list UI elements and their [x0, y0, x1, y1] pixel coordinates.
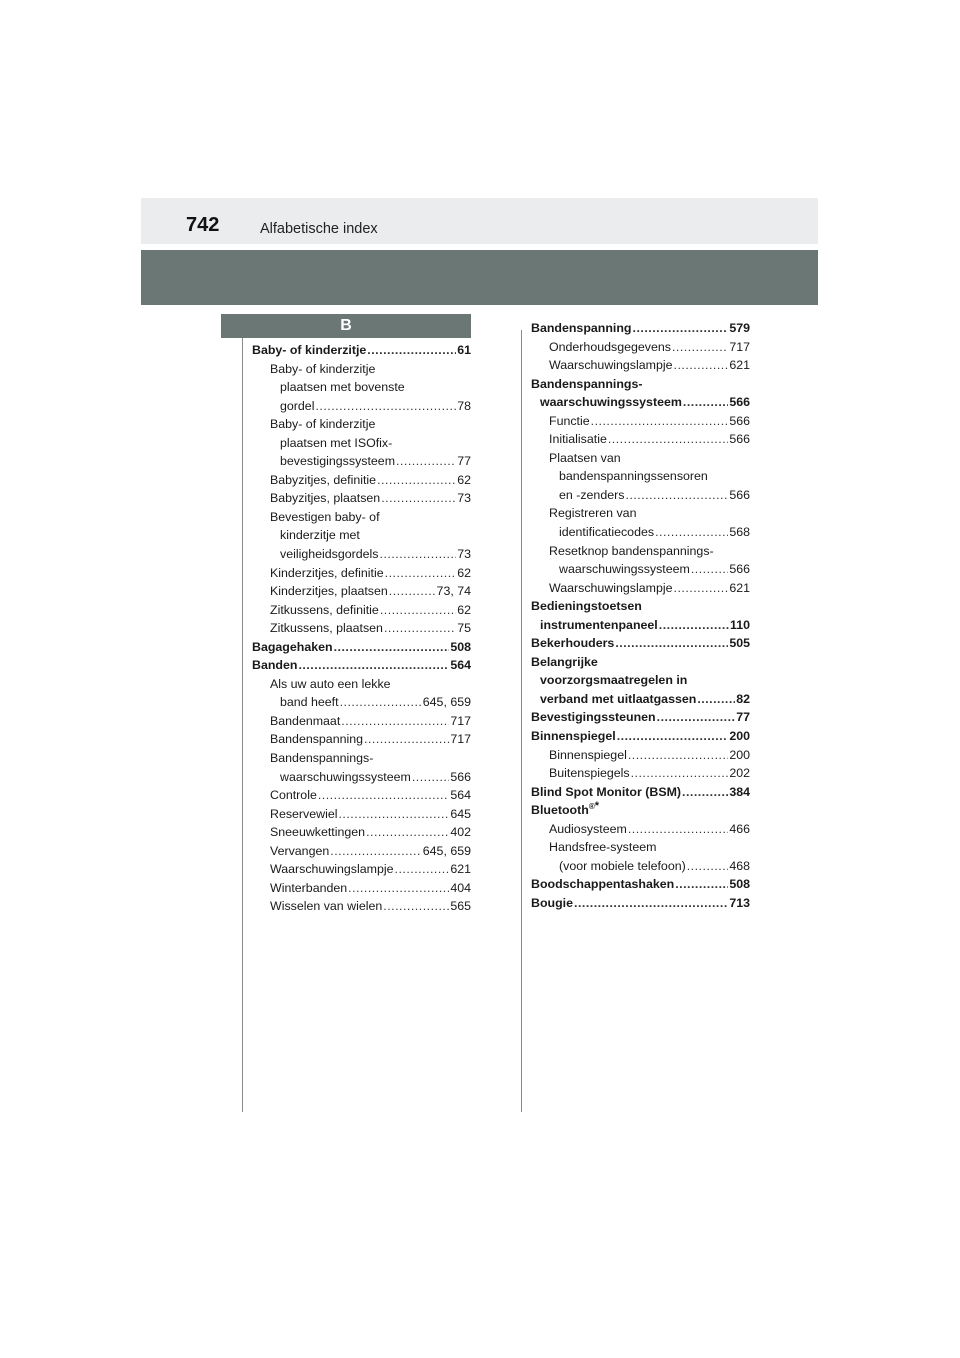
entry-text — [270, 489, 380, 508]
index-subentry — [252, 768, 471, 787]
index-subentry — [531, 449, 750, 468]
dot-leader — [657, 708, 736, 727]
index-subentry — [252, 526, 471, 545]
page-reference: 77 — [457, 454, 471, 469]
entry-label: Bandenmaat — [270, 713, 341, 728]
entry-label: Baby- of kinderzitje — [270, 361, 376, 376]
dot-leader — [367, 341, 456, 360]
entry-label: kinderzitje met — [280, 528, 360, 543]
page-reference: 564 — [450, 658, 471, 673]
entry-label: Bedieningstoetsen — [531, 599, 642, 614]
dot-leader — [366, 823, 449, 842]
entry-text — [531, 783, 681, 802]
entry-text — [531, 727, 616, 746]
dot-leader — [672, 338, 728, 357]
dot-leader — [687, 857, 729, 876]
entry-label: Vervangen — [270, 843, 330, 858]
entry-label: Als uw auto een lekke — [270, 676, 391, 691]
entry-text — [280, 452, 395, 471]
dot-leader — [384, 619, 456, 638]
dot-leader — [682, 783, 728, 802]
index-column-2 — [531, 319, 750, 913]
index-entry — [531, 616, 750, 635]
dot-leader — [389, 582, 436, 601]
entry-text — [549, 504, 636, 523]
dot-leader — [385, 564, 457, 583]
index-subentry — [252, 693, 471, 712]
entry-text — [270, 860, 394, 879]
entry-text — [540, 616, 658, 635]
entry-label: Controle — [270, 788, 317, 803]
entry-text — [531, 894, 573, 913]
entry-label: Binnenspiegel — [549, 747, 627, 762]
index-subentry — [531, 746, 750, 765]
page-reference: 404 — [450, 880, 471, 895]
entry-text — [270, 471, 376, 490]
entry-text — [549, 764, 630, 783]
entry-text — [531, 634, 614, 653]
entry-text — [280, 434, 392, 453]
index-subentry — [531, 412, 750, 431]
entry-label: Bluetooth — [531, 803, 589, 818]
entry-text — [549, 579, 673, 598]
dot-leader — [697, 690, 735, 709]
page-reference: 78 — [457, 398, 471, 413]
entry-text — [531, 375, 643, 394]
dot-leader — [674, 579, 729, 598]
entry-label: bandenspanningssensoren — [559, 469, 708, 484]
dot-leader — [683, 393, 728, 412]
entry-label: Buitenspiegels — [549, 766, 630, 781]
entry-label: Zitkussens, definitie — [270, 602, 379, 617]
index-entry — [531, 708, 750, 727]
index-subentry — [252, 730, 471, 749]
dot-leader — [608, 430, 728, 449]
entry-text — [270, 582, 388, 601]
page-reference: 645, 659 — [422, 843, 471, 858]
page-reference: 73 — [457, 547, 471, 562]
entry-text — [531, 875, 674, 894]
dot-leader — [628, 820, 728, 839]
entry-text — [270, 619, 383, 638]
entry-text — [270, 897, 382, 916]
entry-text — [252, 341, 366, 360]
entry-label: Belangrijke — [531, 654, 598, 669]
index-subentry — [252, 619, 471, 638]
dot-leader — [674, 356, 729, 375]
entry-label: Babyzitjes, definitie — [270, 472, 377, 487]
entry-text — [549, 820, 627, 839]
index-subentry — [252, 489, 471, 508]
page-reference: 466 — [729, 821, 750, 836]
index-subentry — [531, 560, 750, 579]
page-reference: 508 — [729, 877, 750, 892]
index-entry — [531, 319, 750, 338]
entry-text — [270, 675, 391, 694]
entry-label: verband met uitlaatgassen — [540, 691, 697, 706]
index-entry — [531, 634, 750, 653]
dot-leader — [334, 638, 450, 657]
entry-label: Bougie — [531, 895, 573, 910]
entry-label: Bandenspanning — [270, 732, 364, 747]
index-subentry — [531, 356, 750, 375]
section-band — [141, 250, 818, 305]
index-subentry — [252, 601, 471, 620]
entry-text — [270, 879, 347, 898]
entry-label: (voor mobiele telefoon) — [559, 858, 686, 873]
dot-leader — [655, 523, 728, 542]
page-reference: 621 — [729, 580, 750, 595]
index-subentry — [252, 805, 471, 824]
entry-text — [540, 690, 696, 709]
entry-label: Bekerhouders — [531, 636, 615, 651]
page-reference: 645, 659 — [422, 695, 471, 710]
entry-text — [559, 857, 686, 876]
entry-text — [531, 653, 598, 672]
entry-label: plaatsen met ISOfix- — [280, 435, 393, 450]
index-subentry — [531, 579, 750, 598]
dot-leader — [341, 712, 449, 731]
entry-text — [252, 638, 333, 657]
page-reference: 621 — [450, 862, 471, 877]
index-subentry — [531, 338, 750, 357]
entry-text — [531, 597, 642, 616]
index-subentry — [531, 542, 750, 561]
index-subentry — [252, 378, 471, 397]
entry-text — [270, 564, 384, 583]
entry-label: Banden — [252, 658, 298, 673]
entry-text — [549, 746, 627, 765]
entry-label: Initialisatie — [549, 432, 607, 447]
entry-label: Plaatsen van — [549, 450, 621, 465]
index-entry — [252, 638, 471, 657]
dot-leader — [591, 412, 729, 431]
dot-leader — [348, 879, 449, 898]
index-subentry — [531, 486, 750, 505]
page-reference: 566 — [729, 432, 750, 447]
dot-leader — [380, 601, 456, 620]
entry-text — [280, 545, 379, 564]
dot-leader — [628, 746, 728, 765]
dot-leader — [381, 489, 456, 508]
index-entry — [531, 727, 750, 746]
index-subentry — [531, 857, 750, 876]
index-subentry — [252, 675, 471, 694]
page-reference: 564 — [450, 788, 471, 803]
index-entry — [531, 375, 750, 394]
entry-text — [549, 356, 673, 375]
page-reference: 713 — [729, 895, 750, 910]
index-entry — [252, 656, 471, 675]
entry-label: Boodschappentashaken — [531, 877, 675, 892]
page-reference: 468 — [729, 858, 750, 873]
entry-text — [270, 508, 380, 527]
entry-label: Resetknop bandenspannings- — [549, 543, 714, 558]
entry-text — [531, 801, 599, 820]
index-subentry — [252, 397, 471, 416]
registered-mark: ® — [588, 802, 595, 812]
section-letter: B — [221, 314, 471, 338]
page-reference: 505 — [729, 636, 750, 651]
entry-text — [559, 560, 690, 579]
entry-text — [280, 693, 339, 712]
page-reference: 402 — [450, 825, 471, 840]
entry-text — [549, 838, 656, 857]
page-reference: 200 — [729, 729, 750, 744]
entry-label: Audiosysteem — [549, 821, 627, 836]
index-entry — [531, 894, 750, 913]
index-entry — [252, 341, 471, 360]
entry-label: Baby- of kinderzitje — [270, 417, 376, 432]
entry-text — [280, 397, 314, 416]
entry-text — [549, 412, 590, 431]
page-reference: 621 — [729, 358, 750, 373]
page-reference: 82 — [736, 691, 750, 706]
entry-label: Bagagehaken — [252, 639, 333, 654]
dot-leader — [330, 842, 422, 861]
dot-leader — [395, 860, 450, 879]
page-heading: Alfabetische index — [260, 221, 378, 237]
dot-leader — [315, 397, 456, 416]
dot-leader — [412, 768, 449, 787]
entry-text — [540, 671, 687, 690]
index-subentry — [531, 430, 750, 449]
entry-text — [549, 430, 607, 449]
entry-text — [270, 749, 373, 768]
page-reference: 75 — [457, 621, 471, 636]
index-subentry — [252, 749, 471, 768]
dot-leader — [340, 693, 422, 712]
entry-text — [549, 338, 671, 357]
dot-leader — [625, 486, 728, 505]
dot-leader — [615, 634, 728, 653]
index-subentry — [252, 860, 471, 879]
entry-label: waarschuwingssysteem — [540, 395, 682, 410]
index-entry — [531, 801, 750, 820]
dot-leader — [574, 894, 728, 913]
page-reference: 62 — [457, 472, 471, 487]
page-reference: 61 — [457, 343, 471, 357]
entry-label: gordel — [280, 398, 315, 413]
entry-label: Bandenspannings- — [270, 751, 374, 766]
entry-text — [280, 378, 405, 397]
index-subentry — [252, 897, 471, 916]
entry-text — [549, 542, 714, 561]
entry-label: Binnenspiegel — [531, 729, 616, 744]
entry-text — [252, 656, 297, 675]
entry-label: waarschuwingssysteem — [280, 769, 411, 784]
entry-label: Onderhoudsgegevens — [549, 339, 671, 354]
dot-leader — [691, 560, 728, 579]
dot-leader — [377, 471, 456, 490]
entry-label: Winterbanden — [270, 880, 348, 895]
entry-label: Bandenspannings- — [531, 376, 643, 391]
entry-label: Registreren van — [549, 506, 637, 521]
index-subentry — [252, 471, 471, 490]
entry-label: instrumentenpaneel — [540, 617, 658, 632]
page-reference: 717 — [450, 732, 471, 747]
entry-label: plaatsen met bovenste — [280, 380, 405, 395]
index-subentry — [531, 467, 750, 486]
dot-leader — [380, 545, 457, 564]
index-subentry — [252, 879, 471, 898]
dot-leader — [617, 727, 729, 746]
page-reference: 77 — [736, 710, 750, 725]
entry-label: Wisselen van wielen — [270, 899, 383, 914]
index-entry — [531, 875, 750, 894]
page-reference: 717 — [450, 713, 471, 728]
page-reference: 566 — [729, 395, 750, 410]
page-reference: 384 — [729, 784, 750, 799]
page-reference: 566 — [729, 413, 750, 428]
index-subentry — [531, 820, 750, 839]
entry-label: waarschuwingssysteem — [559, 562, 690, 577]
entry-text — [270, 842, 329, 861]
entry-text — [559, 467, 708, 486]
index-subentry — [252, 582, 471, 601]
entry-label: band heeft — [280, 695, 339, 710]
dot-leader — [675, 875, 728, 894]
entry-text — [531, 319, 632, 338]
entry-label: Baby- of kinderzitje — [252, 343, 367, 357]
index-subentry — [252, 786, 471, 805]
index-subentry — [252, 452, 471, 471]
index-entry — [531, 393, 750, 412]
index-subentry — [252, 508, 471, 527]
entry-label: Reservewiel — [270, 806, 338, 821]
asterisk-mark: * — [594, 801, 599, 813]
index-subentry — [252, 712, 471, 731]
dot-leader — [396, 452, 456, 471]
page-reference: 566 — [450, 769, 471, 784]
page-reference: 62 — [457, 602, 471, 617]
entry-label: Babyzitjes, plaatsen — [270, 491, 381, 506]
page-reference: 73 — [457, 491, 471, 506]
entry-label: identificatiecodes — [559, 525, 655, 540]
index-subentry — [252, 823, 471, 842]
entry-label: Blind Spot Monitor (BSM) — [531, 784, 682, 799]
entry-text — [270, 805, 337, 824]
index-entry — [531, 690, 750, 709]
entry-label: Sneeuwkettingen — [270, 825, 366, 840]
entry-label: Waarschuwingslampje — [549, 358, 673, 373]
index-subentry — [252, 564, 471, 583]
entry-label: voorzorgsmaatregelen in — [540, 673, 688, 688]
entry-label: Bevestigingssteunen — [531, 710, 656, 725]
entry-label: Waarschuwingslampje — [549, 580, 673, 595]
page-reference: 508 — [450, 639, 471, 654]
dot-leader — [318, 786, 449, 805]
entry-text — [549, 449, 621, 468]
entry-text — [270, 786, 317, 805]
index-entry — [531, 783, 750, 802]
entry-text — [270, 360, 375, 379]
page-reference: 568 — [729, 525, 750, 540]
page-number: 742 — [186, 214, 220, 236]
index-entry — [531, 653, 750, 672]
index-subentry — [531, 523, 750, 542]
entry-label: Functie — [549, 413, 590, 428]
entry-label: Bevestigen baby- of — [270, 509, 380, 524]
index-entry — [531, 671, 750, 690]
index-subentry — [531, 838, 750, 857]
index-subentry — [252, 842, 471, 861]
index-entry — [531, 597, 750, 616]
page-reference: 565 — [450, 899, 471, 914]
entry-label: Kinderzitjes, plaatsen — [270, 584, 388, 599]
entry-label: Kinderzitjes, definitie — [270, 565, 384, 580]
page-reference: 73, 74 — [436, 584, 471, 599]
dot-leader — [383, 897, 449, 916]
entry-text — [270, 823, 365, 842]
column-rule-middle — [521, 330, 522, 1112]
entry-text — [270, 730, 363, 749]
entry-text — [270, 712, 340, 731]
page-reference: 566 — [729, 562, 750, 577]
dot-leader — [659, 616, 729, 635]
dot-leader — [298, 656, 449, 675]
entry-label: bevestigingssysteem — [280, 454, 396, 469]
entry-label: Waarschuwingslampje — [270, 862, 394, 877]
index-column-1 — [252, 341, 471, 916]
entry-label: Zitkussens, plaatsen — [270, 621, 383, 636]
entry-text — [280, 768, 411, 787]
header-band — [141, 198, 818, 244]
index-subentry — [252, 545, 471, 564]
page-reference: 110 — [730, 617, 750, 632]
entry-text — [559, 486, 624, 505]
page-reference: 579 — [729, 321, 750, 335]
entry-label: Bandenspanning — [531, 321, 632, 335]
entry-label: veiligheidsgordels — [280, 547, 379, 562]
entry-text — [540, 393, 682, 412]
entry-text — [280, 526, 360, 545]
index-subentry — [252, 434, 471, 453]
page-reference: 202 — [729, 766, 750, 781]
page-reference: 717 — [729, 339, 750, 354]
entry-label: en -zenders — [559, 487, 625, 502]
dot-leader — [631, 764, 729, 783]
entry-text — [270, 415, 375, 434]
page-reference: 566 — [729, 487, 750, 502]
page-reference: 62 — [457, 565, 471, 580]
index-subentry — [531, 764, 750, 783]
column-rule-left — [242, 330, 243, 1112]
index-subentry — [531, 504, 750, 523]
dot-leader — [633, 319, 729, 338]
index-subentry — [252, 360, 471, 379]
entry-text — [559, 523, 654, 542]
page-reference: 645 — [450, 806, 471, 821]
dot-leader — [364, 730, 449, 749]
dot-leader — [338, 805, 449, 824]
page-reference: 200 — [729, 747, 750, 762]
index-subentry — [252, 415, 471, 434]
entry-text — [531, 708, 656, 727]
entry-text — [270, 601, 379, 620]
entry-label: Handsfree-systeem — [549, 840, 657, 855]
